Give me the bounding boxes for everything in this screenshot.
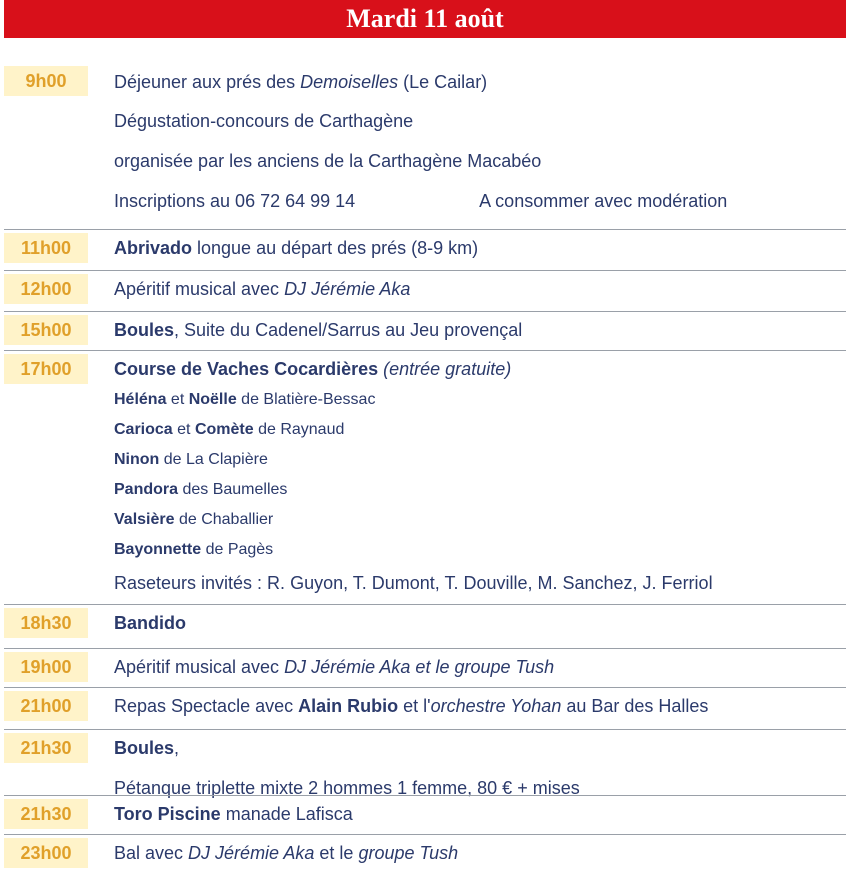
event-highlight: Carioca [114, 421, 173, 438]
schedule-row [4, 270, 846, 299]
event-highlight: Abrivado [114, 238, 193, 258]
event-line [114, 237, 478, 259]
event-line [114, 110, 413, 132]
event-highlight: Boules [114, 738, 175, 758]
event-text: A consommer avec modération [479, 191, 728, 211]
event-text: de Blatière-Bessac [236, 391, 376, 408]
event-text: de Pagès [201, 541, 274, 558]
event-text: Déjeuner aux prés des [114, 72, 301, 92]
event-highlight: Toro Piscine [114, 804, 221, 824]
event-line [114, 737, 179, 759]
event-text: Repas Spectacle avec [114, 696, 299, 716]
event-line [114, 656, 554, 678]
schedule-row [4, 648, 846, 677]
event-highlight: Noëlle [188, 391, 237, 408]
schedule-row [4, 229, 846, 258]
event-line [114, 572, 713, 594]
event-line [114, 695, 708, 717]
event-italic: DJ Jérémie Aka et le groupe Tush [284, 657, 555, 677]
event-text: Raseteurs invités : R. Guyon, T. Dumont, T. Douville, M. Sanchez, J. Ferriol [114, 573, 713, 593]
event-text: au Bar des Halles [561, 696, 709, 716]
event-line [114, 450, 268, 470]
event-line [114, 358, 511, 380]
event-highlight: Valsière [114, 511, 175, 528]
event-line [114, 803, 353, 825]
event-text: Bal avec [114, 843, 189, 863]
event-text: des Baumelles [178, 481, 288, 498]
time-label: 11h00 [4, 233, 88, 263]
schedule-row [4, 795, 846, 824]
event-line [114, 420, 344, 440]
time-label: 21h30 [4, 733, 88, 763]
schedule-row [4, 729, 846, 798]
event-italic: (entrée gratuite) [378, 359, 512, 379]
event-text: de Raynaud [253, 421, 345, 438]
event-highlight: Pandora [114, 481, 179, 498]
event-highlight: Bayonnette [114, 541, 202, 558]
event-highlight: Héléna [114, 391, 167, 408]
event-highlight: Course de Vaches Cocardières [114, 359, 379, 379]
schedule-row [4, 604, 846, 633]
event-text: et [166, 391, 189, 408]
event-text: Inscriptions au 06 72 64 99 14 [114, 191, 356, 211]
event-line [114, 540, 273, 560]
event-line [114, 319, 522, 341]
event-italic: DJ Jérémie Aka [188, 843, 315, 863]
event-line [114, 842, 458, 864]
event-line [114, 510, 273, 530]
event-highlight: Comète [194, 421, 254, 438]
event-italic: orchestre Yohan [430, 696, 562, 716]
time-label: 12h00 [4, 274, 88, 304]
event-text: Dégustation-concours de Carthagène [114, 111, 414, 131]
event-line [114, 150, 541, 172]
event-italic: Demoiselles [300, 72, 399, 92]
time-label: 23h00 [4, 838, 88, 868]
event-text: , [174, 738, 180, 758]
schedule-row [4, 350, 846, 593]
event-line [114, 278, 410, 300]
event-highlight: Bandido [114, 613, 186, 633]
event-highlight: Boules [114, 320, 175, 340]
event-line [114, 612, 186, 634]
event-text: et [172, 421, 195, 438]
time-label: 19h00 [4, 652, 88, 682]
event-text: organisée par les anciens de la Carthagène Macabéo [114, 151, 542, 171]
event-text: , Suite du Cadenel/Sarrus au Jeu provençal [174, 320, 523, 340]
event-text: et l' [398, 696, 431, 716]
time-label: 9h00 [4, 66, 88, 96]
schedule-row [4, 834, 846, 863]
event-text: de Chaballier [174, 511, 274, 528]
event-text: Pétanque triplette mixte 2 hommes 1 femme, 80 € + mises [114, 778, 580, 798]
time-label: 15h00 [4, 315, 88, 345]
time-label: 21h00 [4, 691, 88, 721]
event-italic: groupe Tush [358, 843, 459, 863]
time-label: 21h30 [4, 799, 88, 829]
time-label: 18h30 [4, 608, 88, 638]
time-label: 17h00 [4, 354, 88, 384]
schedule-row [4, 687, 846, 716]
event-highlight: Ninon [114, 451, 160, 468]
page-title: Mardi 11 août [4, 0, 846, 38]
event-text: de La Clapière [159, 451, 268, 468]
event-line [114, 190, 727, 212]
event-text: et le [314, 843, 359, 863]
event-line [114, 480, 287, 500]
event-text: Apéritif musical avec [114, 279, 285, 299]
event-line [114, 390, 375, 410]
schedule-row [4, 311, 846, 340]
event-highlight: Alain Rubio [298, 696, 399, 716]
event-text: Apéritif musical avec [114, 657, 285, 677]
event-italic: DJ Jérémie Aka [284, 279, 411, 299]
event-line [114, 71, 487, 93]
event-text: (Le Cailar) [398, 72, 488, 92]
event-text: longue au départ des prés (8-9 km) [192, 238, 479, 258]
event-text: manade Lafisca [220, 804, 353, 824]
